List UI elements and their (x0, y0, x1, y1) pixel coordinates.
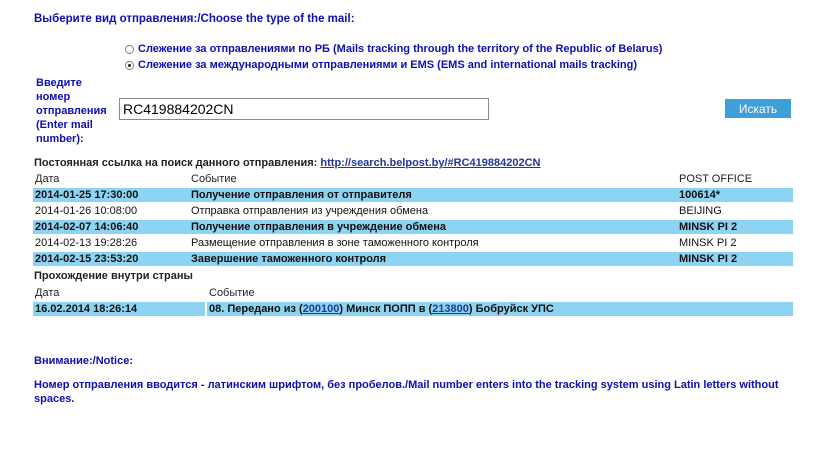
row-office: MINSK PI 2 (677, 252, 793, 266)
radio-label-international: Слежение за международными отправлениями и EMS (EMS and international mails tracking) (138, 59, 638, 71)
row-date: 2014-02-13 19:28:26 (35, 237, 138, 249)
radio-label-belarus: Слежение за отправлениями по РБ (Mails tracking through the territory of the Republic of Belarus) (138, 43, 663, 55)
row-event: Размещение отправления в зоне таможенного контроля (191, 237, 479, 249)
row-date: 2014-01-26 10:08:00 (35, 205, 138, 217)
event-text: ) Минск ПОПП в ( (339, 303, 433, 315)
event-text: 08. Передано из ( (209, 303, 303, 315)
radio-option-international[interactable] (125, 59, 637, 71)
enter-number-label-line: отправления (36, 105, 107, 117)
row-event: Получение отправления в учреждение обмена (189, 220, 677, 234)
table-row (33, 204, 793, 218)
mail-number-input[interactable] (119, 98, 489, 120)
table-header-row (33, 286, 793, 300)
postcode-link-from[interactable]: 200100 (302, 303, 340, 315)
permalink-label: Постоянная ссылка на поиск данного отправления: (34, 157, 318, 169)
row-event: Завершение таможенного контроля (189, 252, 677, 266)
column-header-date: Дата (35, 287, 60, 299)
table-row (33, 252, 793, 266)
table-row (33, 188, 793, 202)
column-header-date: Дата (35, 173, 60, 185)
enter-number-label-line: number): (36, 133, 84, 145)
row-date: 16.02.2014 18:26:14 (33, 302, 207, 316)
permalink-row (34, 157, 541, 169)
notice-title: Внимание:/Notice: (34, 355, 133, 367)
row-date: 2014-02-15 23:53:20 (33, 252, 189, 266)
permalink-link[interactable]: http://search.belpost.by/#RC419884202CN (320, 157, 541, 169)
event-text: ) Бобруйск УПС (468, 303, 554, 315)
row-date: 2014-02-07 14:06:40 (33, 220, 189, 234)
table-row (33, 236, 793, 250)
column-header-event: Событие (191, 173, 237, 185)
column-header-event: Событие (209, 287, 255, 299)
enter-number-label (36, 76, 107, 146)
radio-option-belarus[interactable] (125, 43, 662, 55)
domestic-tracking-table (33, 284, 793, 318)
radio-button-belarus[interactable] (125, 45, 134, 54)
row-office: MINSK PI 2 (677, 220, 793, 234)
row-event (207, 302, 793, 316)
radio-button-international[interactable] (125, 61, 134, 70)
page-title: Выберите вид отправления:/Choose the type of the mail: (34, 13, 355, 25)
row-event: Отправка отправления из учреждения обмена (191, 205, 429, 217)
column-header-office: POST OFFICE (679, 173, 753, 185)
domestic-section-title: Прохождение внутри страны (34, 270, 193, 282)
row-office: 100614* (677, 188, 793, 202)
table-header-row (33, 172, 793, 186)
enter-number-label-line: (Enter mail (36, 119, 93, 131)
table-row (33, 220, 793, 234)
table-row (33, 302, 793, 316)
row-office: MINSK PI 2 (679, 237, 737, 249)
search-button[interactable]: Искать (725, 99, 791, 118)
row-office: BEIJING (679, 205, 722, 217)
international-tracking-table (33, 170, 793, 268)
notice-text: Номер отправления вводится - латинским шрифтом, без пробелов./Mail number enters into the tracking system using Latin letters without spaces. (34, 379, 779, 405)
enter-number-label-line: номер (36, 91, 71, 103)
row-event: Получение отправления от отправителя (189, 188, 677, 202)
enter-number-label-line: Введите (36, 77, 82, 89)
row-date: 2014-01-25 17:30:00 (33, 188, 189, 202)
postcode-link-to[interactable]: 213800 (432, 303, 469, 315)
